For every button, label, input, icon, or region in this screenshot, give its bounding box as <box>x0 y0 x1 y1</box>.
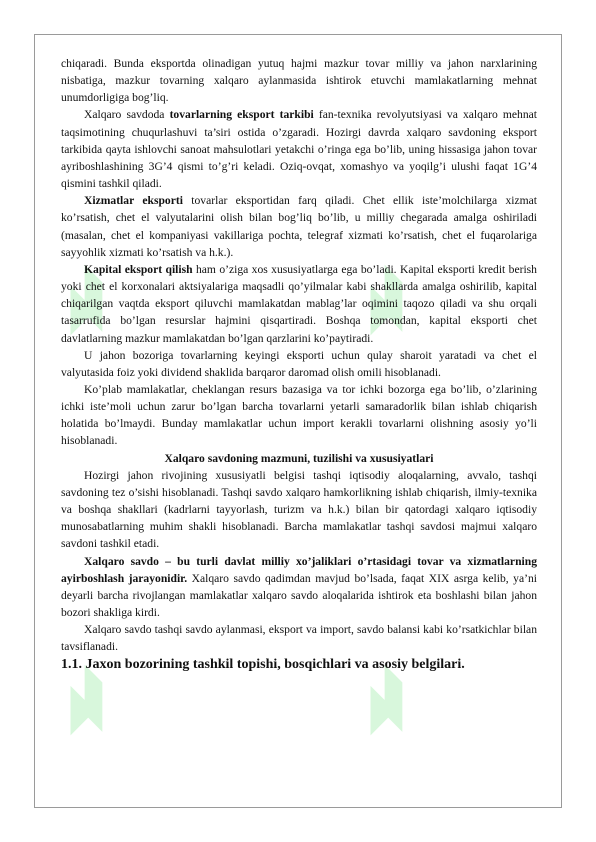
text-segment: ham o’ziga xos xususiyatlarga ega bo’ladi. Kapital eksporti kredit berish yoki chet el korxonalari aktsiyalariga maqsadli qo’yilmalar kabi shakllarda amalga oshirilib, kapital chiqarilgan vaqtda eksport qiluvchi mamlakatdan mablag’lar oqimini taqozo qiladi va shu orqali tasarrufida bo’lgan resurslar hajmini qisqartiradi. Boshqa tomondan, kapital eksporti chet davlatlarning mazkur mamlakatdan bo’lgan qarzlarini ko’paytiradi. <box>61 262 537 345</box>
term-international-trade-definition: Xalqaro savdo – bu turli davlat milliy xo’jaliklari o’rtasidagi tovar va xizmatlarning ayirboshlash jarayonidir. <box>61 554 537 585</box>
text-segment: Xalqaro savdo qadimdan mavjud bo’lsada, faqat XIX asrga kelib, ya’ni deyarli barcha rivojlangan mamlakatlar xalqaro savdo aloqalarida ishtirok eta boshlashi bilan jahon bozori shakliga kirdi. <box>61 571 537 619</box>
paragraph-continuation <box>61 55 537 106</box>
text-segment: Hozirgi jahon rivojining xususiyatli belgisi tashqi iqtisodiy aloqalarning, avvalo, tashqi savdoning tez o’sishi hisoblanadi. Tashqi savdo xalqaro hamkorlikning ishlab chiqarish, ilmiy-texnika va boshqa shakllari (kadrlarni tayyorlash, turizm va h.k.) bilan bir qatordagi xalqaro iqtisodiy munosabatlarning muhim shakli hisoblanadi. Barcha mamlakatlar tashqi savdosi majmui xalqaro savdoni tashkil etadi. <box>61 468 537 551</box>
text-segment: fan-texnika revolyutsiyasi va xalqaro mehnat taqsimotining chuqurlashuvi ta’siri ostida o’zgaradi. Hozirgi davrda xalqaro savdoning eksport tarkibida qayta ishlovchi sanoat mahsulotlari yetakchi o’ringa ega bo’lib, uning hissasiga jahon tovar ayriboshlashining 3G’4 qismi to’g’ri keladi. Oziq-ovqat, xomashyo va yoqilg’i ulushi faqat 1G’4 qismini tashkil qiladi. <box>61 108 537 191</box>
text-segment: Xalqaro savdoda <box>84 108 170 122</box>
paragraph-trade-indicators <box>61 621 537 655</box>
paragraph-trade-definition <box>61 553 537 622</box>
term-services-export: Xizmatlar eksporti <box>84 194 183 208</box>
term-goods-export-structure: tovarlarning eksport tarkibi <box>169 108 314 122</box>
paragraph-trade-growth <box>61 467 537 553</box>
text-segment: chiqaradi. Bunda eksportda olinadigan yutuq hajmi mazkur tovar milliy va jahon narxlarining nisbatiga, mazkur tovarning xalqaro aylanmasida ishtirok etuvchi mamlakatlarning mehnat unumdorligiga bog’liq. <box>61 57 537 105</box>
section-subtitle <box>61 450 537 467</box>
section-heading: 1.1. Jaxon bozorining tashkil topishi, bosqichlari va asosiy belgilari. <box>61 657 465 673</box>
subtitle-text: Xalqaro savdoning mazmuni, tuzilishi va xususiyatlari <box>164 451 434 465</box>
document-body <box>61 55 537 674</box>
paragraph-capital-export <box>61 261 537 347</box>
text-segment: Ko’plab mamlakatlar, cheklangan resurs bazasiga va tor ichki bozorga ega bo’lib, o’zlarining ichki iste’moli uchun zarur bo’lgan barcha tovarlarni yetarli samaradorlik bilan ishlab chiqarish holatida bo’lmaydi. Bunday mamlakatlar uchun import kerakli tovarlarni olishning asosiy yo’li hisoblanadi. <box>61 382 537 448</box>
paragraph-services-export <box>61 192 537 261</box>
paragraph-export-structure <box>61 106 537 192</box>
text-segment: tovarlar eksportidan farq qiladi. Chet ellik iste’molchilarga xizmat ko’rsatish, chet el valyutalarini olish bilan bog’liq bo’lib, u milliy chegarada amalga oshiriladi (masalan, chet el kompaniyasi vakillariga pochta, telegraf xizmati ko’rsatish, chet el fuqarolariga sayyohlik xizmati ko’rsatish va h.k.). <box>61 194 537 259</box>
term-capital-export: Kapital eksport qilish <box>84 262 193 276</box>
paragraph-import <box>61 381 537 450</box>
text-segment: Xalqaro savdo tashqi savdo aylanmasi, eksport va import, savdo balansi kabi ko’rsatkichlar bilan tavsiflanadi. <box>61 623 537 654</box>
text-segment: U jahon bozoriga tovarlarning keyingi eksporti uchun qulay sharoit yaratadi va chet el valyutasida foiz yoki dividend shaklida barqaror daromad olish omili hisoblanadi. <box>61 348 537 379</box>
paragraph-capital-benefit <box>61 347 537 381</box>
